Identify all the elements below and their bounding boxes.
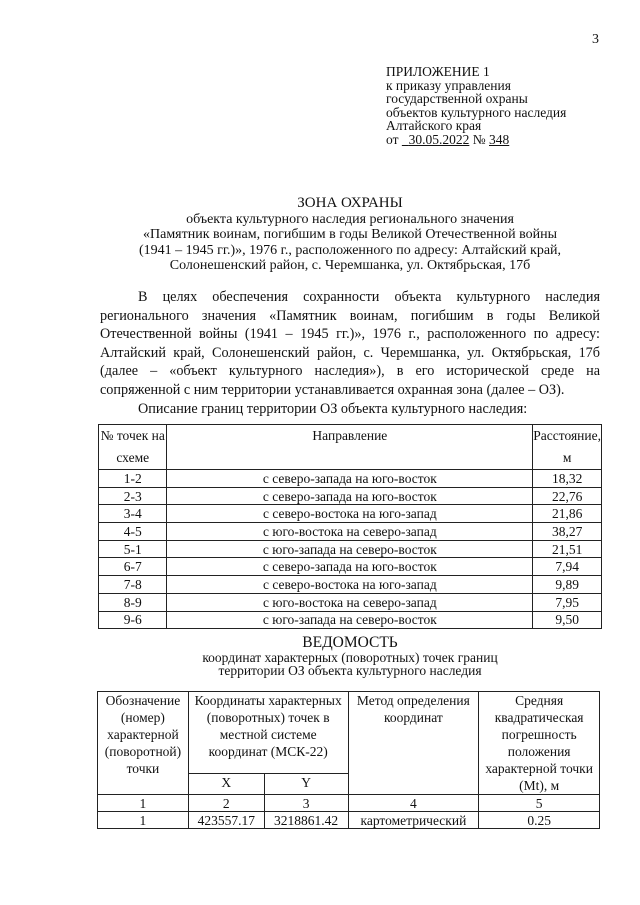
order-number: 348	[489, 131, 510, 147]
header-direction: Направление	[167, 425, 533, 470]
direction-table	[98, 424, 602, 629]
header-points: № точек на схеме	[99, 425, 167, 470]
table-header-row	[99, 425, 602, 470]
paragraph: Описание границ территории ОЗ объекта культурного наследия:	[138, 400, 528, 417]
cell-direction: с юго-востока на северо-запад	[167, 593, 533, 611]
cell-points: 1-2	[99, 470, 167, 488]
cell-direction: с северо-запада на юго-восток	[167, 487, 533, 505]
cell-distance: 38,27	[533, 523, 602, 541]
body-text	[100, 288, 600, 418]
column-number: 5	[479, 795, 600, 812]
cell-points: 9-6	[99, 611, 167, 629]
header-x: X	[188, 773, 264, 794]
vedomost-heading: ВЕДОМОСТЬ	[302, 634, 398, 651]
table-row	[98, 812, 600, 829]
cell-point: 1	[98, 812, 189, 829]
cell-direction: с северо-запада на юго-восток	[167, 558, 533, 576]
header-designation: Обозначение (номер) характерной (поворотной) точки	[98, 692, 189, 795]
cell-points: 8-9	[99, 593, 167, 611]
table-row	[99, 470, 602, 488]
document-title	[70, 196, 630, 274]
title-line: Солонешенский район, с. Черемшанка, ул. Октябрьская, 17б	[169, 258, 531, 273]
table-row	[99, 523, 602, 541]
cell-distance: 7,95	[533, 593, 602, 611]
appendix-line: Алтайского края	[386, 118, 482, 133]
header-y: Y	[264, 773, 348, 794]
cell-points: 7-8	[99, 576, 167, 594]
cell-direction: с юго-запада на северо-восток	[167, 611, 533, 629]
header-error: Средняя квадратическая погрешность положения характерной точки (Mt), м	[479, 692, 600, 795]
table-row	[99, 505, 602, 523]
cell-direction: с юго-востока на северо-запад	[167, 523, 533, 541]
cell-distance: 9,89	[533, 576, 602, 594]
header-distance: Расстояние, м	[533, 425, 602, 470]
cell-points: 4-5	[99, 523, 167, 541]
table-row	[99, 576, 602, 594]
cell-x: 423557.17	[188, 812, 264, 829]
date-prefix: от	[386, 131, 399, 147]
column-number-row	[98, 795, 600, 812]
paragraph: В целях обеспечения сохранности объекта культурного наследия регионального значения «Памятник воинам, погибшим в годы Великой Отечественной войны (1941 – 1945 гг.)», 1976 г., расположенного по адресу: Алтайский край, Солонешенский район, с. Черемшанка, ул. Октябрьская, 17б (далее – «объект культурного наследия»), в его исторической среде на сопряженной с ним территории устанавливается охранная зона (далее – ОЗ).	[100, 289, 600, 398]
column-number: 3	[264, 795, 348, 812]
title-line: «Памятник воинам, погибшим в годы Великой Отечественной войны	[143, 227, 557, 242]
table-row	[99, 487, 602, 505]
appendix-line: объектов культурного наследия	[386, 104, 567, 120]
cell-points: 3-4	[99, 505, 167, 523]
cell-direction: с юго-запада на северо-восток	[167, 540, 533, 558]
cell-distance: 21,51	[533, 540, 602, 558]
cell-points: 6-7	[99, 558, 167, 576]
cell-direction: с северо-востока на юго-запад	[167, 505, 533, 523]
order-date: 30.05.2022	[408, 131, 470, 147]
cell-points: 2-3	[99, 487, 167, 505]
appendix-line: к приказу управления	[386, 77, 511, 93]
appendix-line: государственной охраны	[386, 91, 528, 106]
page-number: 3	[592, 32, 599, 47]
column-number: 4	[348, 795, 479, 812]
header-coordinates: Координаты характерных (поворотных) точек в местной системе координат (МСК-22)	[188, 692, 348, 774]
column-number: 1	[98, 795, 189, 812]
column-number: 2	[188, 795, 264, 812]
cell-distance: 7,94	[533, 558, 602, 576]
cell-distance: 9,50	[533, 611, 602, 629]
cell-y: 3218861.42	[264, 812, 348, 829]
cell-distance: 22,76	[533, 487, 602, 505]
vedomost-title	[150, 634, 550, 677]
cell-direction: с северо-запада на юго-восток	[167, 470, 533, 488]
title-heading: ЗОНА ОХРАНЫ	[297, 195, 403, 211]
appendix-date-line	[386, 133, 566, 147]
title-line: объекта культурного наследия регионального значения	[186, 211, 514, 227]
cell-distance: 21,86	[533, 505, 602, 523]
table-row	[99, 558, 602, 576]
vedomost-line: координат характерных (поворотных) точек границ	[202, 650, 498, 665]
vedomost-line: территории ОЗ объекта культурного наследия	[218, 663, 482, 678]
cell-method: картометрический	[348, 812, 479, 829]
header-method: Метод определения координат	[348, 692, 479, 795]
cell-distance: 18,32	[533, 470, 602, 488]
cell-error: 0.25	[479, 812, 600, 829]
table-row	[99, 611, 602, 629]
appendix-block	[386, 65, 566, 146]
coordinates-table	[97, 691, 600, 829]
cell-direction: с северо-востока на юго-запад	[167, 576, 533, 594]
title-line: (1941 – 1945 гг.)», 1976 г., расположенного по адресу: Алтайский край,	[138, 242, 562, 258]
number-prefix: №	[472, 131, 486, 147]
table-row	[99, 540, 602, 558]
table-row	[99, 593, 602, 611]
cell-points: 5-1	[99, 540, 167, 558]
table-header-row	[98, 692, 600, 774]
appendix-title: ПРИЛОЖЕНИЕ 1	[386, 64, 490, 79]
